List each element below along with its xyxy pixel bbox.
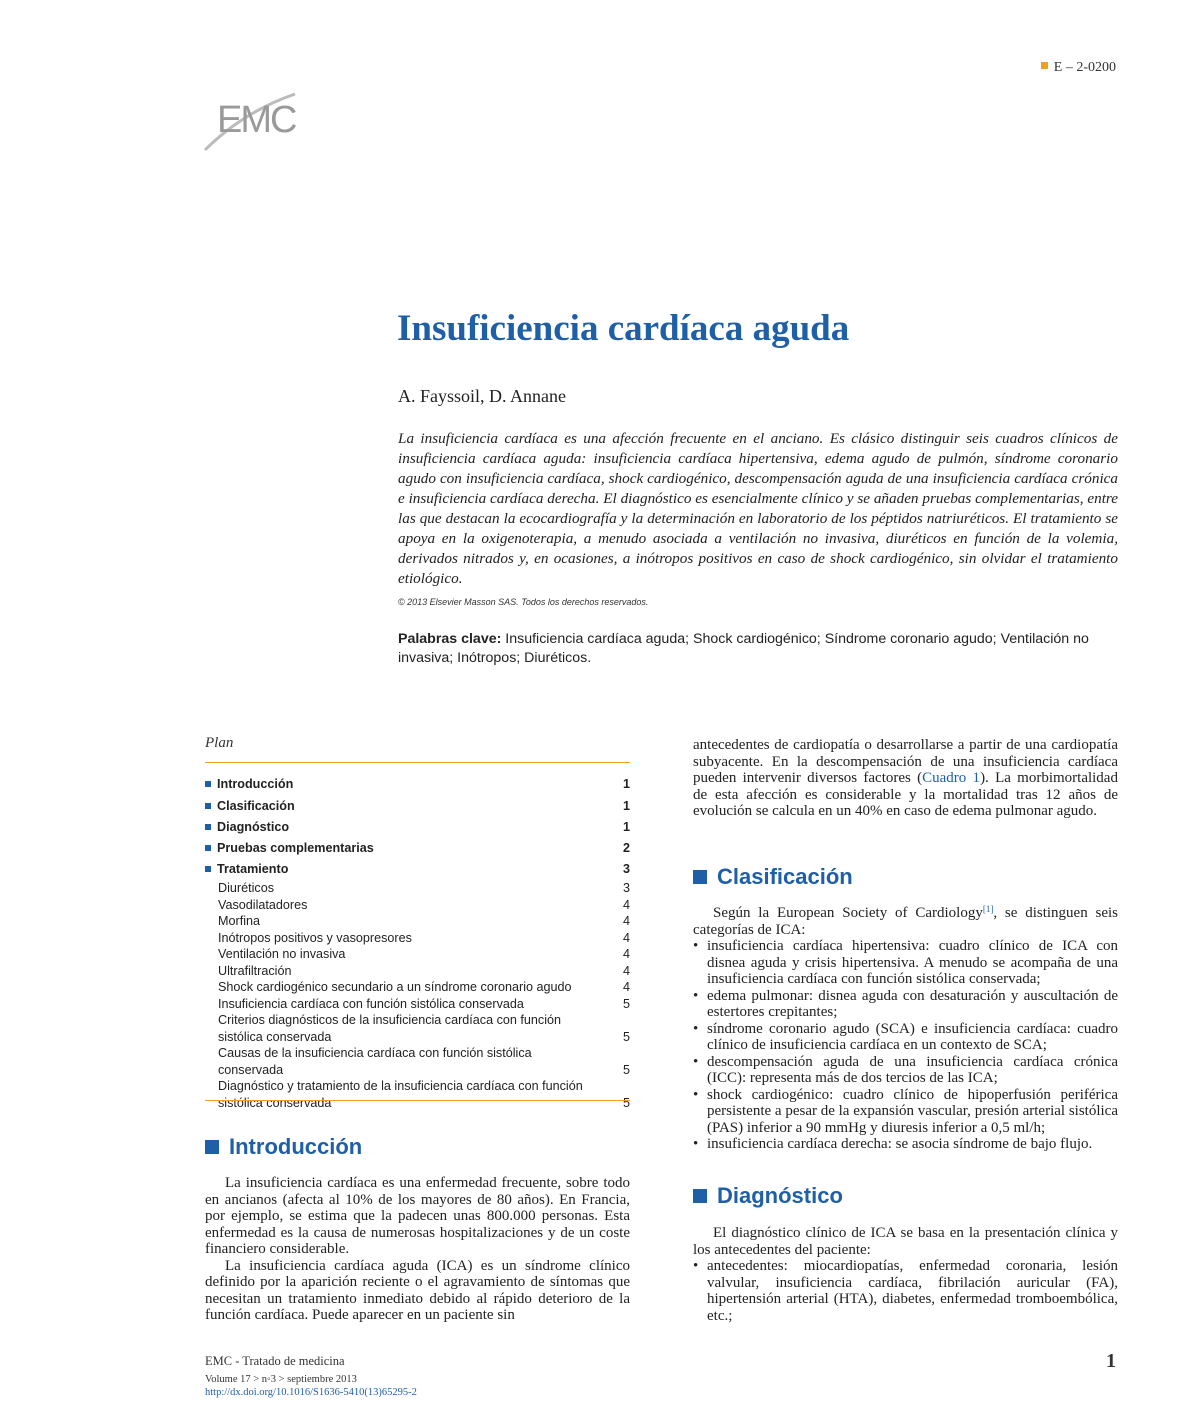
copyright: © 2013 Elsevier Masson SAS. Todos los derechos reservados. [398,597,649,607]
text-fragment: ). La morbimortalidad de esta afección es considerable y la mortalidad tras 12 años de evolución se calcula en un 40% en caso de edema pulmonar agudo. [693,770,1118,819]
toc-item-label: Ultrafiltración [218,963,292,978]
diagnostico-body [693,1225,1118,1324]
toc-item-page: 4 [622,930,630,945]
heading-text: Introducción [229,1134,363,1159]
heading-text: Diagnóstico [717,1183,843,1208]
toc-item-page: 4 [622,914,630,929]
list-item: • shock cardiogénico: cuadro clínico de hipoperfusión periférica persistente a pesar de la expansión vascular, presión arterial sistólica (PAS) inferior a 90 mmHg y diuresis inferior a 0,5 ml/h; [693,1087,1118,1137]
page-number: 1 [1106,1350,1116,1372]
toc-item[interactable] [205,897,630,914]
toc-item[interactable] [205,859,630,880]
section-heading-clasificacion [693,864,853,890]
toc-item-label: Tratamiento [205,859,288,880]
toc-item-label: Causas de la insuficiencia cardíaca con función sistólica conservada [218,1046,532,1077]
toc-item[interactable] [205,774,630,795]
toc-item-label: Ventilación no invasiva [218,947,346,962]
section-heading-diagnostico [693,1183,843,1209]
toc-item-label: Criterios diagnósticos de la insuficiencia cardíaca con función sistólica conservada [218,1013,562,1044]
clasificacion-body [693,905,1118,1153]
intro-body [205,1175,630,1324]
toc-item-label: Vasodilatadores [218,897,308,912]
authors: A. Fayssoil, D. Annane [398,386,566,406]
toc-item-page: 5 [622,996,630,1011]
toc-item-page: 4 [622,980,630,995]
cuadro-1-link[interactable]: Cuadro 1 [922,770,981,786]
toc-item[interactable] [205,817,630,838]
list-item: • descompensación aguda de una insuficiencia cardíaca crónica (ICC): representa más de dos tercios de las ICA; [693,1054,1118,1087]
toc-item-label: Pruebas complementarias [205,838,374,859]
abstract: La insuficiencia cardíaca es una afección frecuente en el anciano. Es clásico distinguir seis cuadros clínicos de insuficiencia cardíaca aguda: insuficiencia cardíaca hipertensiva, edema agudo de pulmón, síndrome coronario agudo con insuficiencia cardíaca, shock cardiogénico, descompensación aguda de una insuficiencia cardíaca crónica e insuficiencia cardíaca derecha. El diagnóstico es esencialmente clínico y se añaden pruebas complementarias, entre las que destacan la ecocardiografía y la determinación en laboratorio de los péptidos natriuréticos. El tratamiento se apoya en la oxigenoterapia, a menudo asociada a ventilación no invasiva, diuréticos en función de la volemia, derivados nitrados y, en ocasiones, a inótropos positivos en caso de shock cardiogénico, sin olvidar el tratamiento etiológico. [398,430,1118,587]
article-title: Insuficiencia cardíaca aguda [397,308,850,349]
paragraph: La insuficiencia cardíaca es una enfermedad frecuente, sobre todo en ancianos (afecta al 10% de los mayores de 80 años). En Francia, por ejemplo, se estima que la padecen unas 800.000 personas. Esta enfermedad es la causa de numerosas hospitalizaciones y de un coste financiero considerable. [205,1175,630,1257]
toc-item-page: 5 [622,1095,630,1110]
toc-item-page: 4 [622,897,630,912]
toc-item[interactable] [205,996,630,1013]
keywords-label: Palabras clave: [398,631,502,647]
toc-item-page: 1 [622,777,630,792]
heading-text: Clasificación [717,864,853,889]
reference-1-link[interactable]: [1] [982,904,994,914]
footer-journal: EMC - Tratado de medicina [205,1354,345,1368]
footer-doi-link[interactable]: http://dx.doi.org/10.1016/S1636-5410(13)65295-2 [205,1387,417,1398]
toc-item-page: 1 [622,819,630,834]
toc-item-label: Introducción [205,774,293,795]
toc-item[interactable] [205,979,630,996]
text-fragment: Según la European Society of Cardiology [713,905,983,921]
keywords [398,630,1118,668]
right-column-continuation [693,737,1118,820]
keywords-text: Insuficiencia cardíaca aguda; Shock cardiogénico; Síndrome coronario agudo; Ventilación no invasiva; Inótropos; Diuréticos. [398,631,1089,666]
toc-item-page: 4 [622,947,630,962]
toc-item-page: 5 [622,1062,630,1077]
toc-item[interactable] [205,930,630,947]
article-code-text: E – 2-0200 [1053,60,1116,75]
logo-text: EMC [217,99,296,141]
toc-item-label: Shock cardiogénico secundario a un síndrome coronario agudo [218,980,572,995]
paragraph: El diagnóstico clínico de ICA se basa en la presentación clínica y los antecedentes del paciente: [693,1225,1118,1258]
toc-item-label: Clasificación [205,796,295,817]
orange-square-icon [1041,62,1048,69]
emc-logo [203,82,303,154]
toc-item[interactable] [205,963,630,980]
list-item: • síndrome coronario agudo (SCA) e insuficiencia cardíaca: cuadro clínico de insuficiencia cardíaca en un contexto de SCA; [693,1021,1118,1054]
toc-item-page: 5 [622,1029,630,1044]
toc-item-label: Insuficiencia cardíaca con función sistólica conservada [218,996,524,1011]
section-heading-introduccion [205,1134,362,1160]
plan-divider-bottom [205,1100,630,1101]
toc-item-page: 4 [622,963,630,978]
text-fragment: , se distinguen seis categorías de ICA: [693,905,1118,938]
clasificacion-list [693,938,1118,1153]
list-item: • insuficiencia cardíaca hipertensiva: cuadro clínico de ICA con disnea aguda y crisis hipertensiva. A menudo se acompaña de una insuficiencia cardíaca con función sistólica conservada; [693,938,1118,988]
toc-item-page: 3 [622,881,630,896]
toc-item[interactable] [205,913,630,930]
toc-item-label: Morfina [218,914,260,929]
blue-square-icon [693,870,707,884]
toc-item-label: Diuréticos [218,881,274,896]
list-item: • antecedentes: miocardiopatías, enfermedad coronaria, lesión valvular, insuficiencia cardíaca, fibrilación auricular (FA), hipertensión arterial (HTA), diabetes, enfermedad tromboembólica, etc.; [693,1258,1118,1324]
blue-square-icon [205,1140,219,1154]
list-item: • insuficiencia cardíaca derecha: se asocia síndrome de bajo flujo. [693,1136,1118,1153]
toc-item[interactable] [205,880,630,897]
footer-volume: Volume 17 > n◦3 > septiembre 2013 [205,1374,357,1385]
toc-item[interactable] [205,1045,630,1078]
plan-divider-top [205,762,630,763]
toc-item[interactable] [205,1012,630,1045]
toc-item-label: Diagnóstico y tratamiento de la insuficiencia cardíaca con función sistólica conservada [218,1079,583,1110]
toc-item-label: Diagnóstico [205,817,289,838]
list-item: • edema pulmonar: disnea aguda con desaturación y auscultación de estertores crepitantes; [693,988,1118,1021]
toc-item-label: Inótropos positivos y vasopresores [218,930,412,945]
text-fragment: antecedentes de cardiopatía o desarrollarse a partir de una cardiopatía subyacente. En la descompensación de una insuficiencia cardíaca pueden intervenir diversos factores ( [693,737,1118,786]
toc-item[interactable] [205,946,630,963]
toc-item[interactable] [205,795,630,816]
table-of-contents [205,774,630,1111]
toc-item-page: 1 [622,798,630,813]
blue-square-icon [693,1189,707,1203]
article-code [1041,60,1116,76]
diagnostico-list [693,1258,1118,1324]
toc-item-page: 2 [622,841,630,856]
toc-item-page: 3 [622,862,630,877]
paragraph: La insuficiencia cardíaca aguda (ICA) es un síndrome clínico definido por la aparición reciente o el agravamiento de síntomas que necesitan un tratamiento inmediato debido al rápido deterioro de la función cardíaca. Puede aparecer en un paciente sin [205,1257,630,1323]
plan-title: Plan [205,735,234,751]
toc-item[interactable] [205,838,630,859]
toc-item[interactable] [205,1078,630,1111]
